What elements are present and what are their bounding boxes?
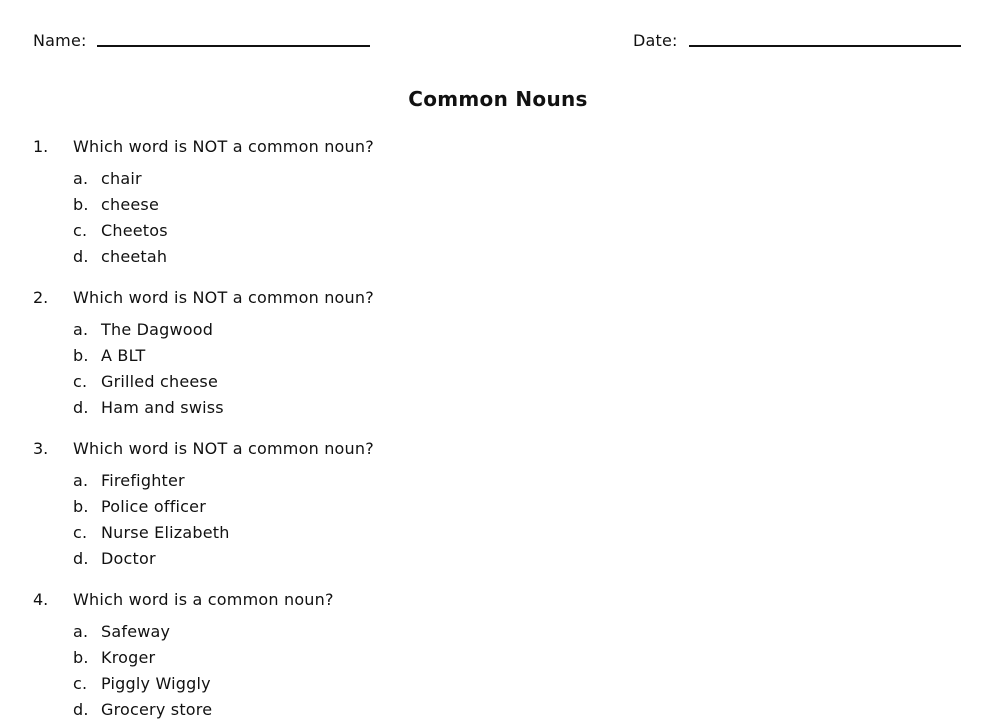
option-b	[73, 497, 230, 523]
date-blank-line	[689, 45, 961, 47]
option-letter: d.	[73, 700, 89, 719]
option-c	[73, 221, 168, 247]
option-list	[73, 471, 230, 575]
name-label: Name:	[33, 31, 87, 50]
option-a	[73, 320, 224, 346]
option-letter: d.	[73, 247, 89, 266]
option-letter: c.	[73, 674, 88, 693]
question-number: 3.	[33, 439, 49, 458]
option-text: cheetah	[101, 247, 168, 266]
option-b	[73, 346, 224, 372]
option-list	[73, 320, 224, 424]
option-text: cheese	[101, 195, 160, 214]
option-text: Doctor	[101, 549, 156, 568]
option-b	[73, 195, 168, 221]
option-text: Police officer	[101, 497, 207, 516]
option-letter: b.	[73, 497, 89, 516]
option-letter: c.	[73, 372, 88, 391]
option-text: Ham and swiss	[101, 398, 224, 417]
question-text: Which word is a common noun?	[73, 590, 334, 609]
option-letter: c.	[73, 221, 88, 240]
option-letter: d.	[73, 398, 89, 417]
worksheet-title: Common Nouns	[408, 87, 588, 111]
option-list	[73, 169, 168, 273]
option-letter: a.	[73, 471, 89, 490]
question-text: Which word is NOT a common noun?	[73, 288, 374, 307]
option-c	[73, 372, 224, 398]
question-text: Which word is NOT a common noun?	[73, 439, 374, 458]
option-a	[73, 169, 168, 195]
option-text: Cheetos	[101, 221, 168, 240]
option-letter: a.	[73, 622, 89, 641]
question-text: Which word is NOT a common noun?	[73, 137, 374, 156]
option-d	[73, 247, 168, 273]
option-a	[73, 622, 212, 648]
option-letter: b.	[73, 195, 89, 214]
option-list	[73, 622, 212, 726]
option-text: Kroger	[101, 648, 156, 667]
option-d	[73, 549, 230, 575]
option-a	[73, 471, 230, 497]
option-letter: a.	[73, 169, 89, 188]
option-text: Piggly Wiggly	[101, 674, 211, 693]
question-number: 4.	[33, 590, 49, 609]
option-text: A BLT	[101, 346, 146, 365]
option-letter: d.	[73, 549, 89, 568]
option-letter: c.	[73, 523, 88, 542]
date-label: Date:	[633, 31, 678, 50]
option-c	[73, 674, 212, 700]
option-d	[73, 398, 224, 424]
option-letter: a.	[73, 320, 89, 339]
option-text: Grocery store	[101, 700, 213, 719]
option-letter: b.	[73, 648, 89, 667]
name-blank-line	[97, 45, 370, 47]
option-d	[73, 700, 212, 726]
option-b	[73, 648, 212, 674]
option-letter: b.	[73, 346, 89, 365]
option-text: Safeway	[101, 622, 171, 641]
option-text: The Dagwood	[101, 320, 214, 339]
option-c	[73, 523, 230, 549]
option-text: Grilled cheese	[101, 372, 219, 391]
option-text: chair	[101, 169, 142, 188]
question-number: 1.	[33, 137, 49, 156]
question-number: 2.	[33, 288, 49, 307]
option-text: Nurse Elizabeth	[101, 523, 230, 542]
option-text: Firefighter	[101, 471, 185, 490]
